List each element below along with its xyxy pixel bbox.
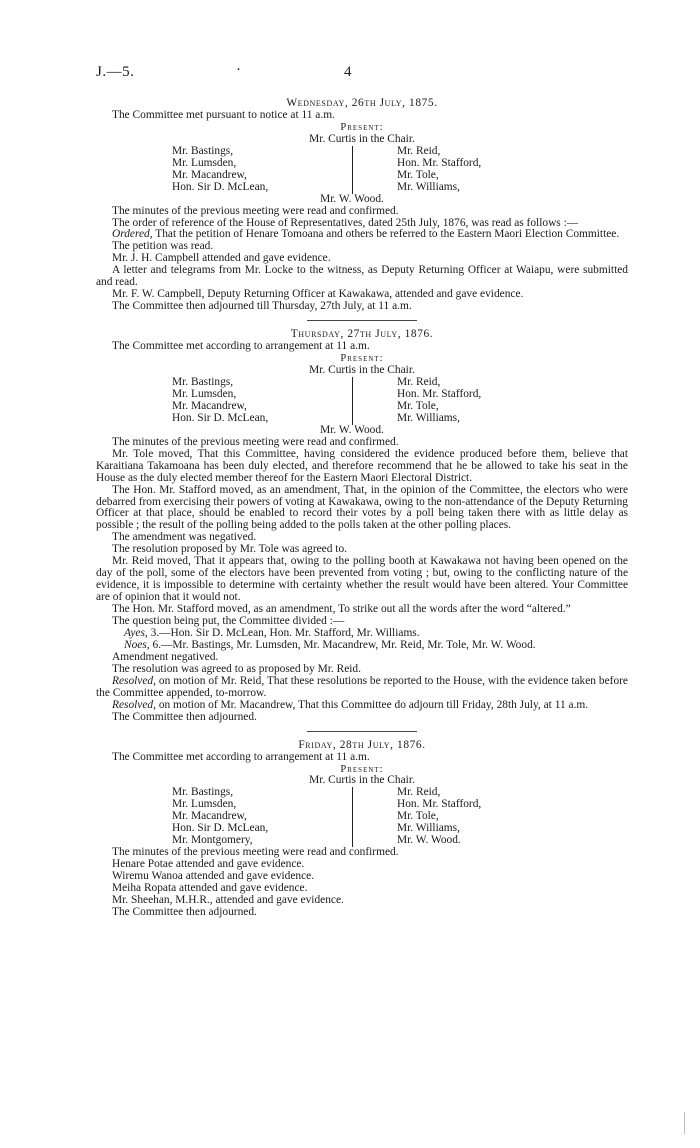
member-name: Mr. Tole,	[397, 399, 439, 412]
paragraph: The petition was read.	[112, 240, 214, 253]
ordered-label: Ordered,	[112, 228, 153, 241]
paragraph: Mr. Sheehan, M.H.R., attended and gave evidence.	[112, 894, 344, 906]
meeting-date: Thursday, 27th July, 1876.	[290, 328, 434, 341]
paragraph: The minutes of the previous meeting were read and confirmed.	[112, 204, 399, 217]
present-label: Present:	[340, 763, 384, 775]
page-number: 4	[344, 64, 352, 80]
member-name: Mr. Tole,	[397, 810, 439, 823]
paragraph: Amendment negatived.	[112, 650, 219, 663]
paragraph-text: on motion of Mr. Reid, That these resolutions be reported to the House, with the evidence taken before the Committee appended, to-morrow.	[96, 674, 628, 699]
member-name: Hon. Sir D. McLean,	[172, 411, 269, 424]
meeting-wednesday	[96, 98, 628, 313]
member-name: Mr. W. Wood.	[397, 834, 461, 847]
paragraph: The Hon. Mr. Stafford moved, as an amendment, That, in the opinion of the Committee, the electors who were debarred from exercising their powers of voting at Kawakawa, owing to the non-attendance of the Deputy Returning Officer at that place, should be enabled to record their votes by a poll being taken there with as little delay as possible ; the result of the polling being added to the polls taken at the other polling places.	[96, 483, 628, 532]
member-name: Mr. W. Wood.	[320, 423, 384, 436]
paragraph: The minutes of the previous meeting were read and confirmed.	[112, 435, 399, 448]
paragraph: Mr. J. H. Campbell attended and gave evidence.	[112, 252, 331, 265]
paragraph: The Committee then adjourned.	[112, 905, 257, 918]
member-name: Mr. Lumsden,	[172, 798, 237, 811]
member-name: Mr. Macandrew,	[172, 810, 247, 823]
scan-edge-mark	[684, 1112, 685, 1134]
paragraph-text: on motion of Mr. Macandrew, That this Committee do adjourn till Friday, 28th July, at 11 a.m.	[155, 698, 589, 711]
meeting-date: Friday, 28th July, 1876.	[298, 738, 426, 751]
paragraph-text: That the petition of Henare Tomoana and others be referred to the Eastern Maori Election Committee.	[152, 228, 620, 241]
document-reference: J.—5.	[96, 64, 135, 80]
paragraph: Wiremu Wanoa attended and gave evidence.	[112, 870, 315, 883]
meeting-thursday	[96, 329, 628, 723]
paragraph: The order of reference of the House of Representatives, dated 25th July, 1876, was read as follows :—	[112, 216, 579, 229]
resolved-label: Resolved,	[112, 698, 156, 711]
paragraph: The resolution proposed by Mr. Tole was agreed to.	[112, 543, 347, 556]
paragraph: The amendment was negatived.	[112, 531, 257, 544]
meeting-opening: The Committee met pursuant to notice at 11 a.m.	[112, 108, 335, 121]
section-divider	[307, 320, 417, 321]
member-name: Hon. Mr. Stafford,	[397, 798, 482, 811]
chair-line: Mr. Curtis in the Chair.	[309, 132, 415, 145]
member-name: Mr. Reid,	[397, 786, 441, 799]
present-label: Present:	[340, 121, 384, 133]
header-dot: ·	[236, 62, 241, 78]
member-name: Hon. Sir D. McLean,	[172, 822, 269, 835]
meeting-opening: The Committee met according to arrangement at 11 a.m.	[112, 340, 370, 353]
member-name: Mr. Reid,	[397, 144, 441, 157]
paragraph	[96, 700, 628, 712]
present-label: Present:	[340, 353, 384, 365]
member-name: Mr. Reid,	[397, 375, 441, 388]
ayes-label: Ayes,	[124, 626, 148, 639]
member-name: Hon. Mr. Stafford,	[397, 387, 482, 400]
paragraph: The resolution was agreed to as proposed by Mr. Reid.	[112, 662, 361, 675]
member-name: Mr. Williams,	[397, 411, 460, 424]
member-name: Mr. Williams,	[397, 180, 460, 193]
member-name: Mr. Tole,	[397, 168, 439, 181]
paragraph	[96, 676, 628, 700]
paragraph: A letter and telegrams from Mr. Locke to the witness, as Deputy Returning Officer at Waiapu, were submitted and read.	[96, 264, 628, 289]
paragraph: Henare Potae attended and gave evidence.	[112, 858, 305, 871]
paragraph: Mr. Reid moved, That it appears that, owing to the polling booth at Kawakawa not having been opened on the day of the poll, some of the electors have been prevented from voting ; but, owing to the conflicting nature of the evidence, it is impossible to determine with certainty whether the result would have been altered. Your Committee are of opinion that it would not.	[96, 555, 628, 604]
paragraph: The question being put, the Committee divided :—	[112, 615, 345, 628]
paragraph: The Hon. Mr. Stafford moved, as an amendment, To strike out all the words after the word “altered.”	[112, 603, 571, 616]
meeting-friday	[96, 740, 628, 919]
member-name: Mr. Lumsden,	[172, 156, 237, 169]
paragraph: Mr. Tole moved, That this Committee, having considered the evidence produced before them, believe that Karaitiana Takamoana has been duly elected, and therefore recommend that he be allowed to take his seat in the House as the duly elected member thereof for the Eastern Maori Electoral District.	[96, 447, 628, 484]
meeting-date: Wednesday, 26th July, 1875.	[286, 97, 438, 109]
member-name: Mr. Williams,	[397, 822, 460, 835]
paragraph: The Committee then adjourned till Thursday, 27th July, at 11 a.m.	[112, 300, 412, 313]
member-name: Hon. Mr. Stafford,	[397, 156, 482, 169]
chair-line: Mr. Curtis in the Chair.	[309, 364, 415, 377]
minutes-body	[96, 98, 628, 919]
member-name: Mr. Bastings,	[172, 786, 234, 799]
member-name: Mr. Macandrew,	[172, 168, 247, 181]
chair-line: Mr. Curtis in the Chair.	[309, 774, 415, 787]
attendance-list	[172, 787, 518, 847]
member-name: Mr. Bastings,	[172, 144, 234, 157]
resolved-label: Resolved,	[112, 674, 156, 687]
noes-label: Noes,	[124, 638, 150, 651]
attendance-list	[172, 377, 518, 425]
member-name: Mr. W. Wood.	[320, 192, 384, 205]
member-name: Mr. Lumsden,	[172, 387, 237, 400]
member-name: Hon. Sir D. McLean,	[172, 180, 269, 193]
attendance-list	[172, 146, 518, 194]
paragraph: The minutes of the previous meeting were read and confirmed.	[112, 846, 399, 859]
member-name: Mr. Montgomery,	[172, 834, 253, 847]
member-name: Mr. Bastings,	[172, 375, 234, 388]
paragraph: Meiha Ropata attended and gave evidence.	[112, 882, 308, 895]
noes-text: 6.—Mr. Bastings, Mr. Lumsden, Mr. Macandrew, Mr. Reid, Mr. Tole, Mr. W. Wood.	[149, 638, 536, 651]
paragraph: The Committee then adjourned.	[112, 710, 257, 723]
member-name: Mr. Macandrew,	[172, 399, 247, 412]
meeting-opening: The Committee met according to arrangement at 11 a.m.	[112, 750, 370, 763]
ayes-text: 3.—Hon. Sir D. McLean, Hon. Mr. Stafford, Mr. Williams.	[147, 626, 420, 639]
section-divider	[307, 731, 417, 732]
paragraph: Mr. F. W. Campbell, Deputy Returning Officer at Kawakawa, attended and gave evidence.	[112, 288, 524, 301]
